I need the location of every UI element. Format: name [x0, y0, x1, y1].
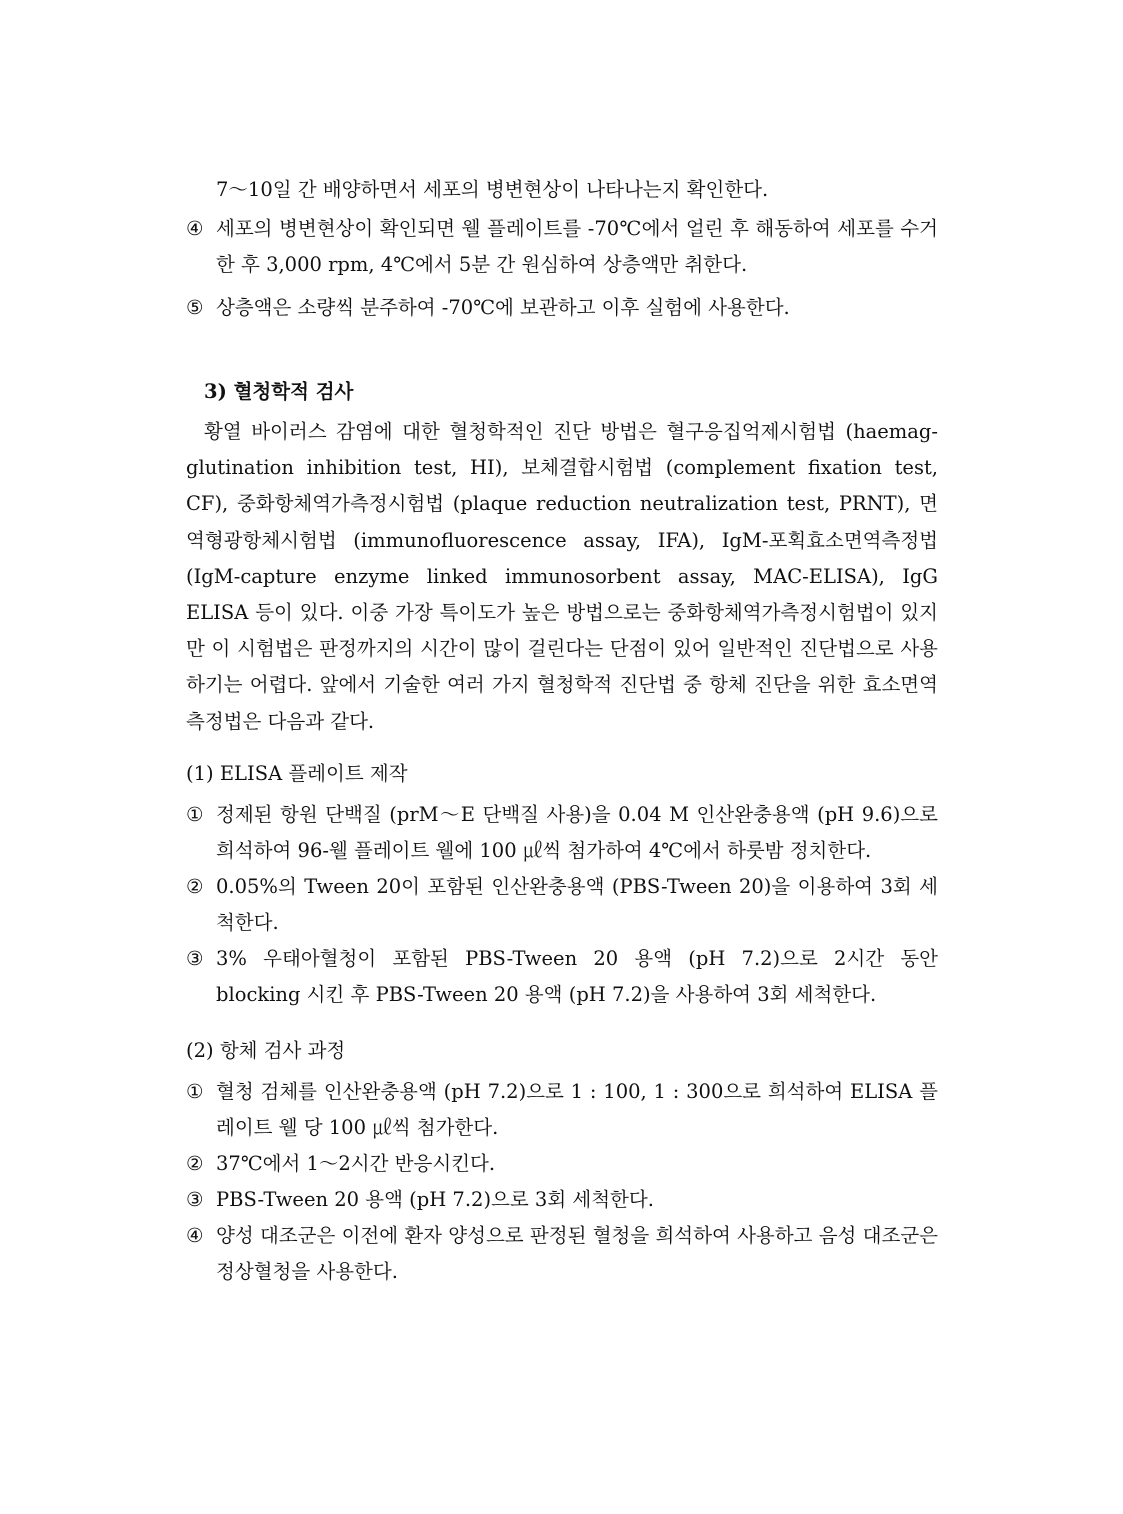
list-item	[186, 797, 938, 869]
list-item	[186, 869, 938, 941]
list-item	[186, 1074, 938, 1146]
item-text: 정제된 항원 단백질 (prM～E 단백질 사용)을 0.04 M 인산완충용액 (pH 9.6)으로 희석하여 96-웰 플레이트 웰에 100 ㎕씩 첨가하여 4℃에서 하룻밤 정치한다.	[216, 803, 938, 862]
list-item	[186, 211, 938, 283]
item-marker: ③	[186, 947, 204, 970]
item-text: 37℃에서 1～2시간 반응시킨다.	[216, 1152, 496, 1175]
list-item	[186, 1218, 938, 1290]
item-marker: ⑤	[186, 296, 204, 319]
item-marker: ②	[186, 875, 204, 898]
item-text: 혈청 검체를 인산완충용액 (pH 7.2)으로 1 : 100, 1 : 300으로 희석하여 ELISA 플레이트 웰 당 100 ㎕씩 첨가한다.	[216, 1080, 938, 1139]
item-text: 0.05%의 Tween 20이 포함된 인산완충용액 (PBS-Tween 20)을 이용하여 3회 세척한다.	[216, 875, 938, 934]
item-marker: ④	[186, 217, 204, 240]
body-paragraph: 황열 바이러스 감염에 대한 혈청학적인 진단 방법은 혈구응집억제시험법 (haemag-glutination inhibition test, HI), 보체결합시험법 (complement fixation test, CF), 중화항체역가측정시험법 (plaque reduction neutralization test, PRNT), 면역형광항체시험법 (immunofluorescence assay, IFA), IgM-포획효소면역측정법 (IgM-capture enzyme linked immunosorbent assay, MAC-ELISA), IgG ELISA 등이 있다. 이중 가장 특이도가 높은 방법으로는 중화항체역가측정시험법이 있지만 이 시험법은 판정까지의 시간이 많이 걸린다는 단점이 있어 일반적인 진단법으로 사용하기는 어렵다. 앞에서 기술한 여러 가지 혈청학적 진단법 중 항체 진단을 위한 효소면역측정법은 다음과 같다.	[186, 420, 938, 733]
item-text: 세포의 병변현상이 확인되면 웰 플레이트를 -70℃에서 얼린 후 해동하여 세포를 수거한 후 3,000 rpm, 4℃에서 5분 간 원심하여 상층액만 취한다.	[216, 217, 938, 276]
item-marker: ①	[186, 1080, 204, 1103]
item-text: 양성 대조군은 이전에 환자 양성으로 판정된 혈청을 희석하여 사용하고 음성 대조군은 정상혈청을 사용한다.	[216, 1224, 938, 1283]
list-item	[186, 1146, 938, 1182]
list-item	[186, 941, 938, 1013]
list-item	[186, 1182, 938, 1218]
item-text: 상층액은 소량씩 분주하여 -70℃에 보관하고 이후 실험에 사용한다.	[216, 296, 790, 319]
item-marker: ③	[186, 1188, 204, 1211]
item-text: PBS-Tween 20 용액 (pH 7.2)으로 3회 세척한다.	[216, 1188, 654, 1211]
item-marker: ④	[186, 1224, 204, 1247]
subsection-heading: (2) 항체 검사 과정	[186, 1039, 346, 1062]
item-marker: ②	[186, 1152, 204, 1175]
item-text: 3% 우태아혈청이 포함된 PBS-Tween 20 용액 (pH 7.2)으로 2시간 동안 blocking 시킨 후 PBS-Tween 20 용액 (pH 7.2)을 사용하여 3회 세척한다.	[216, 947, 938, 1006]
item-marker: ①	[186, 803, 204, 826]
section-heading: 3) 혈청학적 검사	[204, 380, 354, 403]
continuation-line: 7～10일 간 배양하면서 세포의 병변현상이 나타나는지 확인한다.	[216, 178, 769, 201]
subsection-heading: (1) ELISA 플레이트 제작	[186, 762, 408, 785]
list-item	[186, 290, 938, 326]
